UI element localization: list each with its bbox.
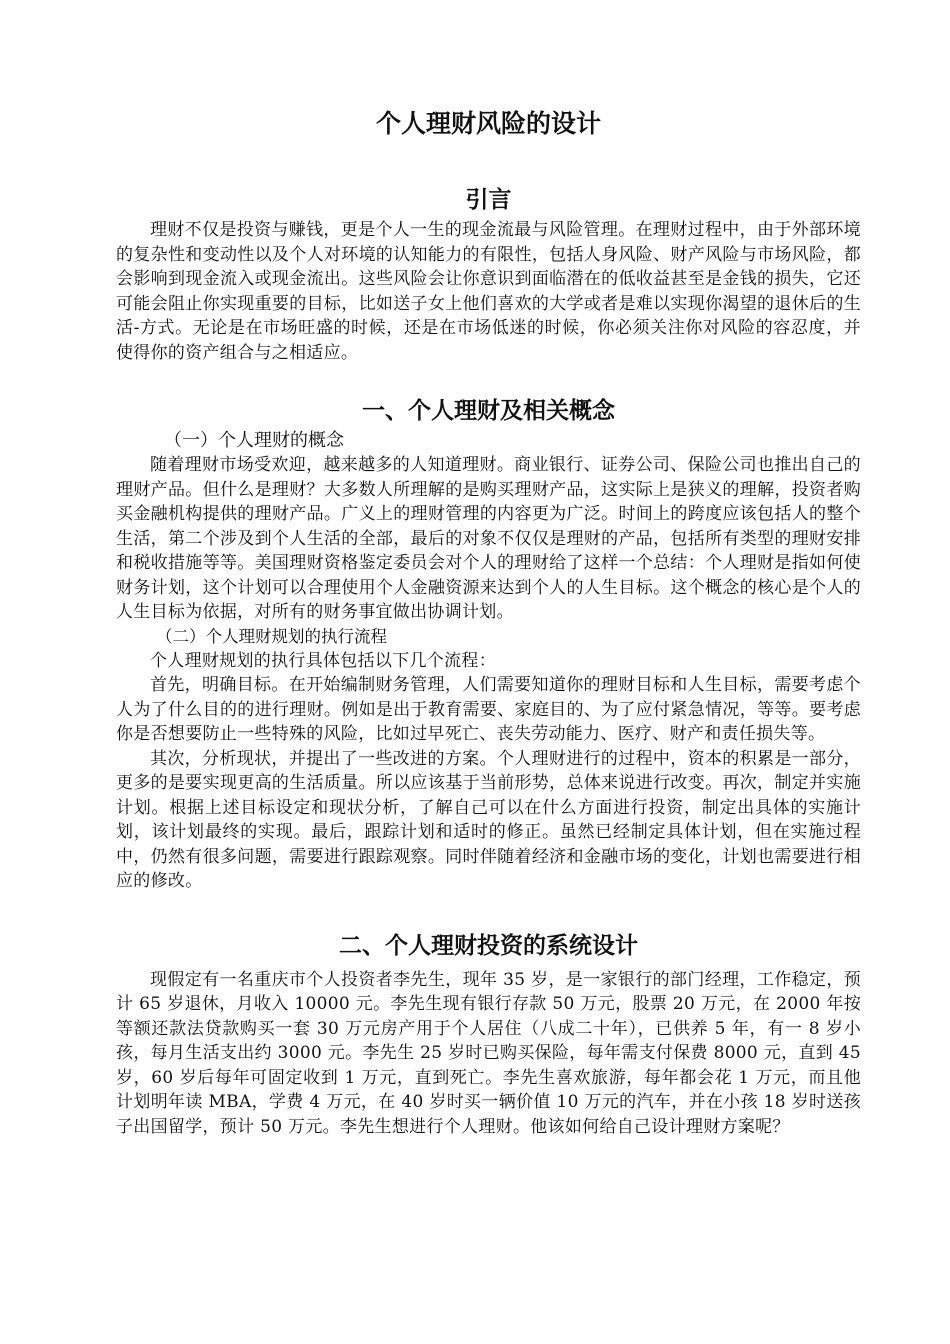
- section2-heading: 二、个人理财投资的系统设计: [339, 932, 638, 959]
- section1-sub1-paragraph: 随着理财市场受欢迎，越来越多的人知道理财。商业银行、证券公司、保险公司也推出自己的理财产品。但什么是理财？大多数人所理解的是购买理财产品，这实际上是狭义的理解，投资者购买金融机构提供的理财产品。广义上的理财管理的内容更为广泛。时间上的跨度应该包括人的整个生活，第二个涉及到个人生活的全部，最后的对象不仅仅是理财的产品，包括所有类型的理财安排和税收措施等等。美国理财资格鉴定委员会对个人的理财给了这样一个总结：个人理财是指如何使财务计划，这个计划可以合理使用个人金融资源来达到个人的人生目标。这个概念的核心是个人的人生目标为依据，对所有的财务事宜做出协调计划。: [116, 455, 861, 622]
- intro-paragraph: 理财不仅是投资与赚钱，更是个人一生的现金流最与风险管理。在理财过程中，由于外部环境的复杂性和变动性以及个人对环境的认知能力的有限性，包括人身风险、财产风险与市场风险，都会影响到现金流入或现金流出。这些风险会让你意识到面临潜在的低收益甚至是金钱的损失，它还可能会阻止你实现重要的目标，比如送子女上他们喜欢的大学或者是难以实现你渴望的退休后的生活-方式。无论是在市场旺盛的时候，还是在市场低迷的时候，你必须关注你对风险的容忍度，并使得你的资产组合与之相适应。: [116, 220, 861, 363]
- section1-sub2-intro: 个人理财规划的执行具体包括以下几个流程：: [150, 650, 496, 671]
- section1-sub2-heading: （二）个人理财规划的执行流程: [156, 626, 387, 646]
- section1-sub2-paragraph-1: 首先，明确目标。在开始编制财务管理，人们需要知道你的理财目标和人生目标，需要考虑个人为了什么目的的进行理财。例如是出于教育需要、家庭目的、为了应付紧急情况，等等。要考虑你是否想要防止一些特殊的风险，比如过早死亡、丧失劳动能力、医疗、财产和责任损失等。: [116, 675, 861, 744]
- document-content: [116, 104, 861, 1139]
- section2-paragraph: 现假定有一名重庆市个人投资者李先生，现年 35 岁，是一家银行的部门经理，工作稳定，预计 65 岁退休，月收入 10000 元。李先生现有银行存款 50 万元，股票 20 万元，在 2000 年按等额还款法贷款购买一套 30 万元房产用于个人居住（八成二十年），已供养 5 年，有一 8 岁小孩，每月生活支出约 3000 元。李先生 25 岁时已购买保险，每年需支付保费 8000 元，直到 45 岁，60 岁后每年可固定收到 1 万元，直到死亡。李先生喜欢旅游，每年都会花 1 万元，而且他计划明年读 MBA，学费 4 万元，在 40 岁时买一辆价值 10 万元的汽车，并在小孩 18 岁时送孩子出国留学，预计 50 万元。李先生想进行个人理财。他该如何给自己设计理财方案呢？: [116, 969, 861, 1137]
- section1-sub1-heading: （一）个人理财的概念: [164, 430, 344, 451]
- document-title: 个人理财风险的设计: [375, 109, 601, 138]
- section1-sub2-paragraph-2: 其次，分析现状，并提出了一些改进的方案。个人理财进行的过程中，资本的积累是一部分，更多的是要实现更高的生活质量。所以应该基于当前形势，总体来说进行改变。再次，制定并实施计划。根据上述目标设定和现状分析，了解自己可以在什么方面进行投资，制定出具体的实施计划，该计划最终的实现。最后，跟踪计划和适时的修正。虽然已经制定具体计划，但在实施过程中，仍然有很多问题，需要进行跟踪观察。同时伴随着经济和金融市场的变化，计划也需要进行相应的修改。: [116, 748, 861, 891]
- section1-heading: 一、个人理财及相关概念: [362, 398, 615, 424]
- intro-heading: 引言: [465, 187, 512, 213]
